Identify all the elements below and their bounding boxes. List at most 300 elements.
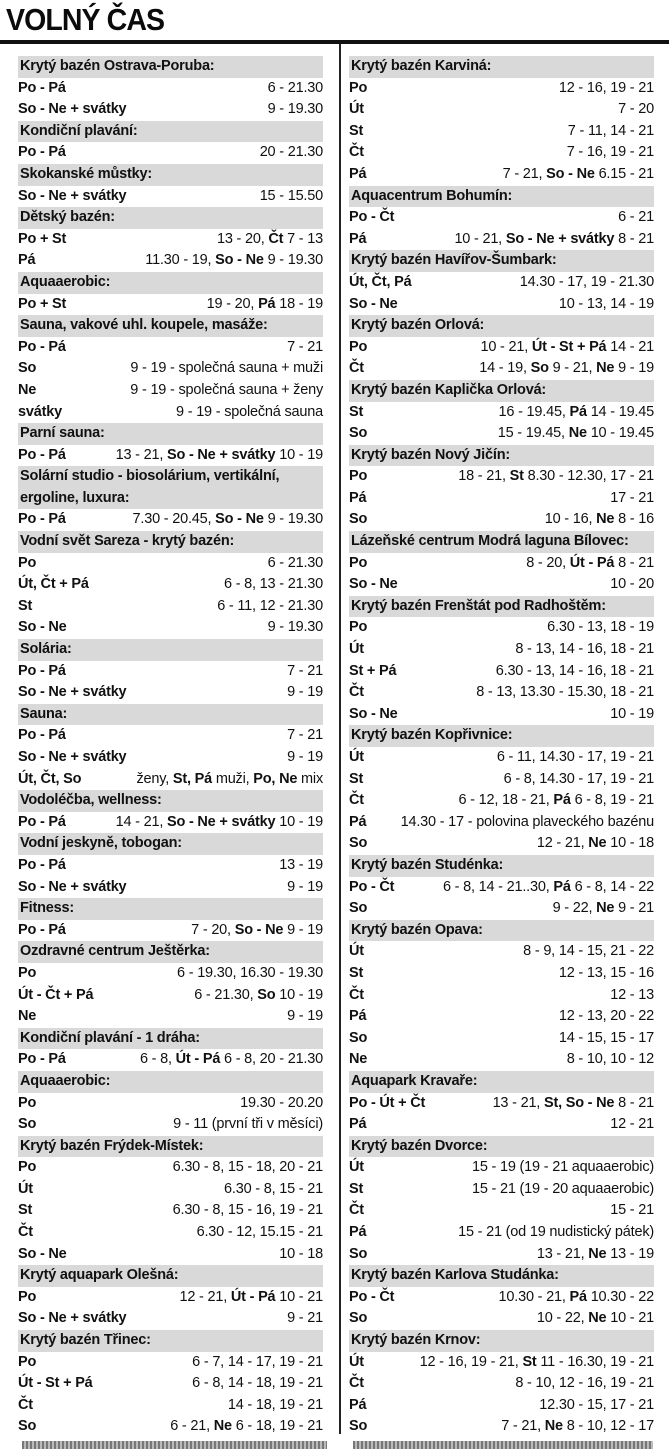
day-label: Po <box>18 554 37 571</box>
hours-value: 6 - 8, 14 - 18, 19 - 21 <box>192 1375 323 1392</box>
schedule-row <box>349 747 654 769</box>
schedule-row <box>349 1352 654 1374</box>
hours-value: 9 - 19 <box>287 878 323 895</box>
schedule-row <box>349 790 654 812</box>
day-label: Po - Pá <box>18 921 66 938</box>
hours-value: 7 - 21, Ne 8 - 10, 12 - 17 <box>501 1418 654 1435</box>
day-label: Po - Pá <box>18 511 66 528</box>
day-label: Po - Pá <box>18 1051 66 1068</box>
day-label: Po - Pá <box>18 727 66 744</box>
schedule-row <box>18 402 323 424</box>
section-header: Solária: <box>18 639 323 661</box>
section-header: Krytý bazén Karviná: <box>349 56 654 78</box>
schedule-row <box>349 682 654 704</box>
day-label: Út <box>349 749 364 765</box>
schedule-row <box>349 963 654 985</box>
hours-value: 6 - 21.30 <box>267 79 323 96</box>
schedule-row <box>349 704 654 726</box>
hours-value: 19 - 20, Pá 18 - 19 <box>206 295 323 312</box>
schedule-row <box>18 1287 323 1309</box>
day-label: Po <box>349 619 368 636</box>
hours-value: 6 - 8, 14 - 21..30, Pá 6 - 8, 14 - 22 <box>442 878 654 895</box>
hours-value: 14 - 21, So - Ne + svátky 10 - 19 <box>115 813 323 830</box>
day-label: So - Ne <box>349 295 398 312</box>
schedule-row <box>18 1093 323 1115</box>
day-label: So - Ne + svátky <box>18 878 127 895</box>
schedule-row <box>349 553 654 575</box>
section-header: Krytý bazén Frýdek-Místek: <box>18 1136 323 1158</box>
schedule-row <box>18 963 323 985</box>
hours-value: 13 - 21, So - Ne + svátky 10 - 19 <box>115 446 323 463</box>
schedule-row <box>18 855 323 877</box>
hours-value: 9 - 19.30 <box>267 101 323 118</box>
day-label: So <box>18 1116 37 1133</box>
schedule-row <box>349 661 654 683</box>
schedule-row <box>349 1308 654 1330</box>
schedule-row <box>18 1114 323 1136</box>
day-label: St <box>349 122 364 139</box>
section-header: Ozdravné centrum Ještěrka: <box>18 941 323 963</box>
day-label: Po - Pá <box>18 338 66 355</box>
hours-value: 13 - 19 <box>279 856 323 873</box>
hours-value: 15 - 21 (19 - 20 aquaaerobic) <box>471 1180 654 1197</box>
section-header: Krytý bazén Třinec: <box>18 1330 323 1352</box>
hours-value: 8 - 13, 13.30 - 15.30, 18 - 21 <box>476 684 654 701</box>
hours-value: 8 - 10, 10 - 12 <box>566 1051 654 1068</box>
section-header: Krytý bazén Orlová: <box>349 315 654 337</box>
day-label: Po <box>349 338 368 355</box>
schedule-row <box>18 812 323 834</box>
schedule-row <box>18 1006 323 1028</box>
schedule-row <box>18 337 323 359</box>
column-divider <box>339 44 341 1434</box>
schedule-row <box>18 1222 323 1244</box>
hours-value: 10 - 18 <box>279 1245 323 1262</box>
section-header: Dětský bazén: <box>18 207 323 229</box>
day-label: Čt <box>349 1202 364 1219</box>
day-label: St <box>349 770 364 787</box>
section-header: Krytý bazén Kopřivnice: <box>349 725 654 747</box>
schedule-row <box>18 682 323 704</box>
schedule-row <box>349 423 654 445</box>
schedule-row <box>18 1373 323 1395</box>
hours-value: 12 - 21 <box>610 1116 654 1133</box>
schedule-row <box>18 1200 323 1222</box>
schedule-row <box>349 941 654 963</box>
day-label: Pá <box>349 1116 367 1133</box>
schedule-row <box>18 769 323 791</box>
day-label: St <box>18 1202 33 1219</box>
section-header: Vodoléčba, wellness: <box>18 790 323 812</box>
schedule-row <box>18 1179 323 1201</box>
schedule-row <box>349 1416 654 1438</box>
section-header: Skokanské můstky: <box>18 164 323 186</box>
hours-value: 10 - 20 <box>610 576 654 593</box>
hours-value: 6.30 - 8, 15 - 18, 20 - 21 <box>172 1159 323 1176</box>
day-label: Čt <box>18 1224 33 1241</box>
day-label: Čt <box>349 792 364 809</box>
day-label: Út <box>349 1159 364 1176</box>
hours-value: 14 - 19, So 9 - 21, Ne 9 - 19 <box>479 360 654 377</box>
schedule-row <box>349 812 654 834</box>
day-label: Po - Pá <box>18 144 66 161</box>
day-label: Út, Čt + Pá <box>18 576 89 593</box>
hours-value: 9 - 19 - společná sauna + muži <box>130 360 323 377</box>
hours-value: 12 - 16, 19 - 21, St 11 - 16.30, 19 - 21 <box>419 1353 654 1370</box>
schedule-row <box>349 769 654 791</box>
day-label: Út <box>349 641 364 658</box>
day-label: Po <box>18 1288 37 1305</box>
hours-value: 6 - 21 <box>618 209 654 226</box>
hours-value: 17 - 21 <box>610 489 654 506</box>
schedule-row <box>18 186 323 208</box>
section-header: Fitness: <box>18 898 323 920</box>
hours-value: 13 - 21, St, So - Ne 8 - 21 <box>492 1094 654 1111</box>
hours-value: 6 - 8, 13 - 21.30 <box>224 576 323 593</box>
hours-value: 7 - 21 <box>287 727 323 744</box>
schedule-row <box>349 294 654 316</box>
day-label: So - Ne + svátky <box>18 187 127 204</box>
day-label: Po <box>18 1094 37 1111</box>
hours-value: 6.30 - 8, 15 - 21 <box>224 1180 323 1197</box>
schedule-row <box>18 229 323 251</box>
day-label: Po - Pá <box>18 813 66 830</box>
day-label: Pá <box>18 252 36 269</box>
day-label: Út - St + Pá <box>18 1375 93 1392</box>
day-label: So <box>18 360 37 377</box>
hours-value: 14.30 - 17, 19 - 21.30 <box>519 273 654 290</box>
day-label: Po - Pá <box>18 446 66 463</box>
hours-value: 10.30 - 21, Pá 10.30 - 22 <box>498 1288 654 1305</box>
day-label: So - Ne + svátky <box>18 684 127 701</box>
schedule-row <box>349 402 654 424</box>
schedule-row <box>18 596 323 618</box>
hours-value: ženy, St, Pá muži, Po, Ne mix <box>136 770 323 787</box>
schedule-row <box>349 509 654 531</box>
footer-rule-right <box>353 1441 653 1449</box>
hours-value: 6.30 - 8, 15 - 16, 19 - 21 <box>172 1202 323 1219</box>
day-label: Pá <box>349 165 367 182</box>
day-label: Po - Čt <box>349 878 395 895</box>
schedule-row <box>349 833 654 855</box>
section-header: Kondiční plavání: <box>18 121 323 143</box>
hours-value: 12 - 16, 19 - 21 <box>558 79 654 96</box>
hours-value: 7 - 21 <box>287 662 323 679</box>
day-label: Út, Čt, Pá <box>349 273 412 290</box>
hours-value: 10 - 13, 14 - 19 <box>558 295 654 312</box>
section-header: Krytý bazén Krnov: <box>349 1330 654 1352</box>
hours-value: 10 - 16, Ne 8 - 16 <box>544 511 654 528</box>
day-label: Po <box>18 1159 37 1176</box>
day-label: St <box>349 1180 364 1197</box>
section-header: Vodní jeskyně, tobogan: <box>18 833 323 855</box>
schedule-row <box>349 985 654 1007</box>
hours-value: 10 - 21, So - Ne + svátky 8 - 21 <box>454 230 654 247</box>
schedule-row <box>18 358 323 380</box>
schedule-row <box>349 164 654 186</box>
hours-value: 14 - 15, 15 - 17 <box>558 1029 654 1046</box>
schedule-row <box>349 466 654 488</box>
section-header: Krytý bazén Havířov-Šumbark: <box>349 250 654 272</box>
hours-value: 11.30 - 19, So - Ne 9 - 19.30 <box>145 252 323 269</box>
day-label: Út - Čt + Pá <box>18 986 94 1003</box>
section-header: Krytý bazén Studénka: <box>349 855 654 877</box>
day-label: Po - Pá <box>18 662 66 679</box>
schedule-row <box>18 985 323 1007</box>
day-label: Ne <box>18 1008 37 1025</box>
schedule-row <box>18 1352 323 1374</box>
hours-value: 6 - 8, 14.30 - 17, 19 - 21 <box>503 770 654 787</box>
schedule-row <box>18 661 323 683</box>
hours-value: 19.30 - 20.20 <box>240 1094 323 1111</box>
day-label: Po <box>349 79 368 96</box>
hours-value: 15 - 15.50 <box>259 187 323 204</box>
day-label: Po - Čt <box>349 209 395 226</box>
hours-value: 8 - 20, Út - Pá 8 - 21 <box>526 554 654 571</box>
schedule-row <box>349 639 654 661</box>
hours-value: 7 - 16, 19 - 21 <box>566 144 654 161</box>
hours-value: 9 - 19 <box>287 1008 323 1025</box>
hours-value: 9 - 21 <box>287 1310 323 1327</box>
schedule-row <box>18 877 323 899</box>
section-header: Parní sauna: <box>18 423 323 445</box>
schedule-row <box>18 747 323 769</box>
hours-value: 15 - 21 (od 19 nudistický pátek) <box>458 1224 654 1241</box>
hours-value: 7 - 20 <box>618 101 654 118</box>
day-label: Čt <box>349 360 364 377</box>
day-label: So <box>349 511 368 528</box>
section-header: ergoline, luxura: <box>18 488 323 510</box>
schedule-row <box>349 617 654 639</box>
hours-value: 6 - 11, 14.30 - 17, 19 - 21 <box>496 749 654 765</box>
schedule-row <box>18 725 323 747</box>
hours-value: 13 - 21, Ne 13 - 19 <box>536 1245 654 1262</box>
day-label: Čt <box>349 986 364 1003</box>
hours-value: 12 - 13, 15 - 16 <box>558 964 654 981</box>
schedule-row <box>18 509 323 531</box>
hours-value: 9 - 19.30 <box>267 619 323 636</box>
hours-value: 6 - 12, 18 - 21, Pá 6 - 8, 19 - 21 <box>458 792 654 809</box>
schedule-row <box>349 207 654 229</box>
schedule-row <box>349 1049 654 1071</box>
schedule-row <box>349 1200 654 1222</box>
hours-value: 9 - 19 - společná sauna <box>176 403 323 420</box>
hours-value: 12 - 13, 20 - 22 <box>558 1008 654 1025</box>
hours-value: 10 - 19 <box>610 705 654 722</box>
hours-value: 13 - 20, Čt 7 - 13 <box>216 230 323 247</box>
day-label: Út, Čt, So <box>18 770 82 787</box>
day-label: Út <box>349 1353 364 1370</box>
hours-value: 7 - 20, So - Ne 9 - 19 <box>191 921 323 938</box>
schedule-row <box>349 337 654 359</box>
day-label: So - Ne + svátky <box>18 749 127 765</box>
hours-value: 10 - 21, Út - St + Pá 14 - 21 <box>480 338 654 355</box>
day-label: Út <box>349 943 364 960</box>
hours-value: 7.30 - 20.45, So - Ne 9 - 19.30 <box>132 511 323 528</box>
day-label: So - Ne <box>18 619 67 636</box>
day-label: Po - Pá <box>18 79 66 96</box>
hours-value: 9 - 11 (první tři v měsíci) <box>173 1116 323 1133</box>
hours-value: 6.30 - 13, 18 - 19 <box>547 619 654 636</box>
hours-value: 14.30 - 17 - polovina plaveckého bazénu <box>400 813 654 830</box>
right-column <box>349 56 654 1438</box>
day-label: So <box>349 835 368 852</box>
day-label: Pá <box>349 813 367 830</box>
schedule-row <box>18 99 323 121</box>
hours-value: 6 - 21, Ne 6 - 18, 19 - 21 <box>170 1418 323 1435</box>
schedule-row <box>18 617 323 639</box>
schedule-row <box>349 877 654 899</box>
day-label: Po <box>18 1353 37 1370</box>
day-label: So - Ne + svátky <box>18 1310 127 1327</box>
schedule-row <box>349 358 654 380</box>
hours-value: 6 - 11, 12 - 21.30 <box>217 597 323 614</box>
schedule-row <box>349 1222 654 1244</box>
hours-value: 10 - 22, Ne 10 - 21 <box>536 1310 654 1327</box>
schedule-row <box>18 1157 323 1179</box>
hours-value: 7 - 21, So - Ne 6.15 - 21 <box>502 165 654 182</box>
section-header: Krytý bazén Ostrava-Poruba: <box>18 56 323 78</box>
section-header: Krytý bazén Kaplička Orlová: <box>349 380 654 402</box>
schedule-row <box>18 920 323 942</box>
schedule-row <box>18 1244 323 1266</box>
day-label: Pá <box>349 1224 367 1241</box>
day-label: Po <box>349 468 368 485</box>
section-header: Aquapark Kravaře: <box>349 1071 654 1093</box>
day-label: So <box>349 1418 368 1435</box>
hours-value: 9 - 19 <box>287 684 323 701</box>
day-label: Čt <box>349 144 364 161</box>
section-header: Krytý bazén Opava: <box>349 920 654 942</box>
schedule-row <box>18 294 323 316</box>
hours-value: 12 - 21, Ne 10 - 18 <box>536 835 654 852</box>
hours-value: 12 - 13 <box>610 986 654 1003</box>
hours-value: 6.30 - 12, 15.15 - 21 <box>196 1224 323 1241</box>
schedule-row <box>18 1416 323 1438</box>
section-header: Kondiční plavání - 1 dráha: <box>18 1028 323 1050</box>
day-label: So - Ne <box>349 576 398 593</box>
day-label: So - Ne <box>349 705 398 722</box>
section-header: Aquacentrum Bohumín: <box>349 186 654 208</box>
schedule-row <box>349 1244 654 1266</box>
day-label: Po - Čt <box>349 1288 395 1305</box>
day-label: Po - Út + Čt <box>349 1094 426 1111</box>
schedule-row <box>349 1373 654 1395</box>
schedule-row <box>349 229 654 251</box>
hours-value: 6 - 21.30, So 10 - 19 <box>194 986 323 1003</box>
hours-value: 6 - 19.30, 16.30 - 19.30 <box>177 964 323 981</box>
schedule-row <box>18 1308 323 1330</box>
schedule-row <box>349 1157 654 1179</box>
section-header: Lázeňské centrum Modrá laguna Bílovec: <box>349 531 654 553</box>
day-label: So <box>349 900 368 917</box>
day-label: Pá <box>349 1008 367 1025</box>
hours-value: 8 - 13, 14 - 16, 18 - 21 <box>515 641 654 658</box>
schedule-row <box>349 1395 654 1417</box>
schedule-row <box>349 1287 654 1309</box>
schedule-row <box>18 250 323 272</box>
hours-value: 6 - 21.30 <box>267 554 323 571</box>
day-label: So - Ne <box>18 1245 67 1262</box>
hours-value: 8 - 10, 12 - 16, 19 - 21 <box>515 1375 654 1392</box>
day-label: Čt <box>18 1396 33 1413</box>
schedule-row <box>349 488 654 510</box>
hours-value: 15 - 21 <box>610 1202 654 1219</box>
day-label: Ne <box>349 1051 368 1068</box>
day-label: Čt <box>349 1375 364 1392</box>
schedule-row <box>18 574 323 596</box>
schedule-row <box>18 380 323 402</box>
section-header: Krytý aquapark Olešná: <box>18 1265 323 1287</box>
hours-value: 12 - 21, Út - Pá 10 - 21 <box>179 1288 323 1305</box>
hours-value: 9 - 22, Ne 9 - 21 <box>552 900 654 917</box>
day-label: So <box>18 1418 37 1435</box>
schedule-row <box>349 78 654 100</box>
hours-value: 14 - 18, 19 - 21 <box>227 1396 323 1413</box>
schedule-row <box>18 1049 323 1071</box>
section-header: Krytý bazén Frenštát pod Radhoštěm: <box>349 596 654 618</box>
day-label: So <box>349 1310 368 1327</box>
day-label: Pá <box>349 489 367 506</box>
schedule-row <box>18 553 323 575</box>
section-header: Krytý bazén Dvorce: <box>349 1136 654 1158</box>
hours-value: 16 - 19.45, Pá 14 - 19.45 <box>498 403 654 420</box>
hours-value: 15 - 19 (19 - 21 aquaaerobic) <box>471 1159 654 1176</box>
hours-value: 18 - 21, St 8.30 - 12.30, 17 - 21 <box>458 468 654 485</box>
hours-value: 6 - 8, Út - Pá 6 - 8, 20 - 21.30 <box>139 1051 323 1068</box>
section-header: Vodní svět Sareza - krytý bazén: <box>18 531 323 553</box>
hours-value: 6 - 7, 14 - 17, 19 - 21 <box>192 1353 323 1370</box>
schedule-row <box>349 142 654 164</box>
day-label: Pá <box>349 230 367 247</box>
title-rule <box>0 40 669 44</box>
footer-rule-left <box>22 1441 327 1449</box>
schedule-row <box>349 898 654 920</box>
section-header: Krytý bazén Nový Jičín: <box>349 445 654 467</box>
day-label: St <box>18 597 33 614</box>
section-header: Solární studio - biosolárium, vertikální, <box>18 466 323 488</box>
schedule-row <box>349 1028 654 1050</box>
left-column <box>18 56 323 1438</box>
day-label: St <box>349 964 364 981</box>
day-label: Pá <box>349 1396 367 1413</box>
section-header: Sauna: <box>18 704 323 726</box>
day-label: Po + St <box>18 295 67 312</box>
day-label: Út <box>18 1180 33 1197</box>
hours-value: 6.30 - 13, 14 - 16, 18 - 21 <box>495 662 654 679</box>
page-title: VOLNÝ ČAS <box>6 2 165 37</box>
section-header: Aquaaerobic: <box>18 1071 323 1093</box>
section-header: Aquaaerobic: <box>18 272 323 294</box>
day-label: Po <box>18 964 37 981</box>
section-header: Krytý bazén Karlova Studánka: <box>349 1265 654 1287</box>
day-label: Po + St <box>18 230 67 247</box>
day-label: So <box>349 1245 368 1262</box>
day-label: St + Pá <box>349 662 397 679</box>
schedule-row <box>349 1114 654 1136</box>
day-label: Ne <box>18 381 37 398</box>
schedule-row <box>349 1093 654 1115</box>
day-label: Út <box>349 101 364 118</box>
hours-value: 15 - 19.45, Ne 10 - 19.45 <box>497 425 654 442</box>
schedule-row <box>18 1395 323 1417</box>
schedule-row <box>18 445 323 467</box>
day-label: St <box>349 403 364 420</box>
day-label: So - Ne + svátky <box>18 101 127 118</box>
schedule-row <box>349 574 654 596</box>
schedule-row <box>349 121 654 143</box>
day-label: So <box>349 425 368 442</box>
